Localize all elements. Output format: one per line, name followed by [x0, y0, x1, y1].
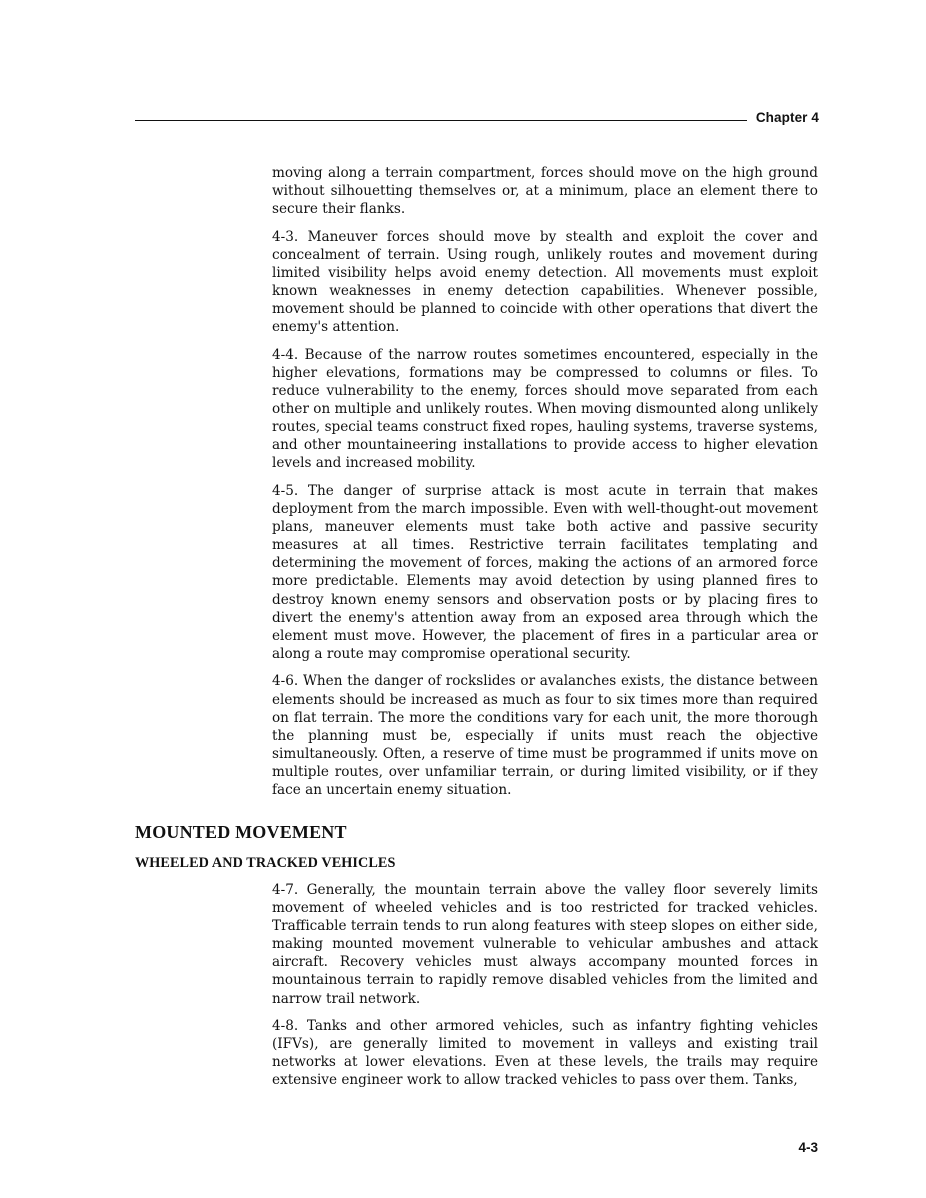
paragraph-4-6: 4-6. When the danger of rockslides or avalanches exists, the distance between elements should be increased as much as four to six times more than required on flat terrain. The more the conditions vary for each unit, the more thorough the planning must be, especially if units must reach the objective simultaneously. Often, a reserve of time must be programmed if units move on multiple routes, over unfamiliar terrain, or during limited visibility, or if they face an uncertain enemy situation.: [272, 673, 818, 798]
paragraph-4-7: 4-7. Generally, the mountain terrain above the valley floor severely limits movement of wheeled vehicles and is too restricted for tracked vehicles. Trafficable terrain tends to run along features with steep slopes on either side, making mounted movement vulnerable to vehicular ambushes and attack aircraft. Recovery vehicles must always accompany mounted forces in mountainous terrain to rapidly remove disabled vehicles from the limited and narrow trail network.: [272, 882, 818, 1007]
paragraph-4-3: 4-3. Maneuver forces should move by stealth and exploit the cover and concealment of terrain. Using rough, unlikely routes and movement during limited visibility helps avoid enemy detection. All movements must exploit known weaknesses in enemy detection capabilities. Whenever possible, movement should be planned to coincide with other operations that divert the enemy's attention.: [272, 228, 818, 336]
header-rule: [135, 120, 747, 121]
body-column-top: [272, 164, 818, 799]
page-number: 4-3: [798, 1140, 818, 1155]
sub-heading: WHEELED AND TRACKED VEHICLES: [135, 855, 396, 871]
paragraph-4-4: 4-4. Because of the narrow routes sometimes encountered, especially in the higher elevations, formations may be compressed to columns or files. To reduce vulnerability to the enemy, forces should move separated from each other on multiple and unlikely routes. When moving dismounted along unlikely routes, special teams construct fixed ropes, hauling systems, traverse systems, and other mountaineering installations to provide access to higher elevation levels and increased mobility.: [272, 346, 819, 472]
paragraph-4-8: 4-8. Tanks and other armored vehicles, such as infantry fighting vehicles (IFVs), are generally limited to movement in valleys and existing trail networks at lower elevations. Even at these levels, the trails may require extensive engineer work to allow tracked vehicles to pass over them. Tanks,: [272, 1018, 818, 1089]
paragraph-4-5: 4-5. The danger of surprise attack is most acute in terrain that makes deployment from the march impossible. Even with well-thought-out movement plans, maneuver elements must take both active and passive security measures at all times. Restrictive terrain facilitates templating and determining the movement of forces, making the actions of an armored force more predictable. Elements may avoid detection by using planned fires to destroy known enemy sensors and observation posts or by placing fires to divert the enemy's attention away from an exposed area through which the element must move. However, the placement of fires in a particular area or along a route may compromise operational security.: [272, 483, 818, 662]
paragraph-continuation: moving along a terrain compartment, forces should move on the high ground without silhouetting themselves or, at a minimum, place an element there to secure their flanks.: [272, 165, 818, 218]
section-heading: MOUNTED MOVEMENT: [135, 822, 347, 842]
chapter-label: Chapter 4: [755, 110, 819, 125]
body-column-bottom: [272, 881, 818, 1090]
